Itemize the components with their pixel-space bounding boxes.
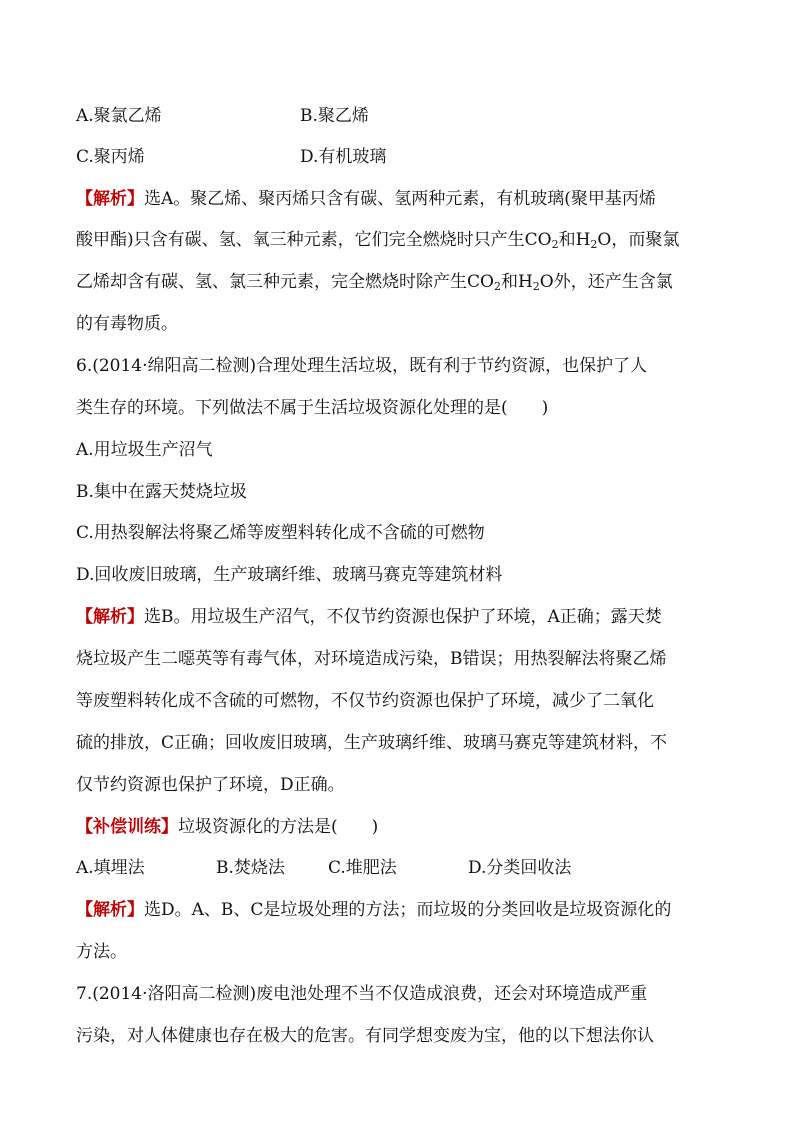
compensation-training-tag: 【补偿训练】: [76, 817, 178, 837]
q7-stem-line-2: 污染，对人体健康也存在极大的危害。有同学想变废为宝，他的以下想法你认: [76, 1026, 654, 1046]
bc-option-d: D.分类回收法: [468, 858, 572, 878]
q5-option-a: A.聚氯乙烯: [76, 106, 162, 126]
q6-stem-line-1: 6.(2014·绵阳高二检测)合理处理生活垃圾，既有利于节约资源，也保护了人: [76, 356, 648, 376]
analysis-text: 和H: [500, 272, 533, 292]
q5-analysis-line-1: [76, 187, 656, 211]
subscript: 2: [590, 238, 598, 251]
q6-analysis-line-4: 硫的排放，C正确；回收废旧玻璃，生产玻璃纤维、玻璃马赛克等建筑材料，不: [76, 733, 668, 753]
analysis-text: 选D。A、B、C是垃圾处理的方法；而垃圾的分类回收是垃圾资源化的: [144, 900, 672, 920]
q6-analysis-line-3: 等废塑料转化成不含硫的可燃物，不仅节约资源也保护了环境，减少了二氧化: [76, 691, 654, 711]
bc-question: [76, 815, 378, 839]
analysis-text: 酸甲酯)只含有碳、氢、氧三种元素，它们完全燃烧时只产生CO: [76, 230, 552, 250]
q6-option-d: D.回收废旧玻璃，生产玻璃纤维、玻璃马赛克等建筑材料: [76, 565, 503, 585]
analysis-tag: 【解析】: [76, 900, 144, 920]
bc-analysis-line-1: [76, 898, 671, 922]
q6-option-c: C.用热裂解法将聚乙烯等废塑料转化成不含硫的可燃物: [76, 523, 485, 543]
q7-stem-line-1: 7.(2014·洛阳高二检测)废电池处理不当不仅造成浪费，还会对环境造成严重: [76, 984, 648, 1004]
bc-option-b: B.焚烧法: [216, 858, 285, 878]
q6-option-b: B.集中在露天焚烧垃圾: [76, 482, 247, 502]
q5-option-c: C.聚丙烯: [76, 147, 145, 167]
bc-option-a: A.填埋法: [76, 858, 145, 878]
subscript: 2: [551, 238, 559, 251]
bc-analysis-line-2: 方法。: [76, 942, 127, 962]
subscript: 2: [493, 280, 501, 293]
q6-stem-line-2: 类生存的环境。下列做法不属于生活垃圾资源化处理的是( ): [76, 398, 549, 418]
analysis-text: O，而聚氯: [597, 230, 680, 250]
analysis-tag: 【解析】: [76, 607, 144, 627]
q6-analysis-line-5: 仅节约资源也保护了环境，D正确。: [76, 775, 345, 795]
bc-option-c: C.堆肥法: [328, 858, 397, 878]
bc-question-text: 垃圾资源化的方法是( ): [178, 817, 379, 837]
q6-analysis-line-2: 烧垃圾产生二噁英等有毒气体，对环境造成污染，B错误；用热裂解法将聚乙烯: [76, 649, 667, 669]
analysis-text: 和H: [558, 230, 591, 250]
analysis-text: 选B。用垃圾生产沼气，不仅节约资源也保护了环境，A正确；露天焚: [144, 607, 662, 627]
analysis-text: O外，还产生含氯: [539, 272, 673, 292]
q5-option-d: D.有机玻璃: [300, 147, 387, 167]
q5-option-b: B.聚乙烯: [300, 106, 369, 126]
q5-analysis-line-2: [76, 228, 679, 252]
analysis-text: 乙烯却含有碳、氢、氯三种元素，完全燃烧时除产生CO: [76, 272, 494, 292]
q6-analysis-line-1: [76, 605, 662, 629]
subscript: 2: [532, 280, 540, 293]
q5-analysis-line-3: [76, 270, 673, 294]
q6-option-a: A.用垃圾生产沼气: [76, 440, 213, 460]
q5-analysis-line-4: 的有毒物质。: [76, 314, 178, 334]
analysis-text: 选A。聚乙烯、聚丙烯只含有碳、氢两种元素，有机玻璃(聚甲基丙烯: [144, 189, 656, 209]
analysis-tag: 【解析】: [76, 189, 144, 209]
